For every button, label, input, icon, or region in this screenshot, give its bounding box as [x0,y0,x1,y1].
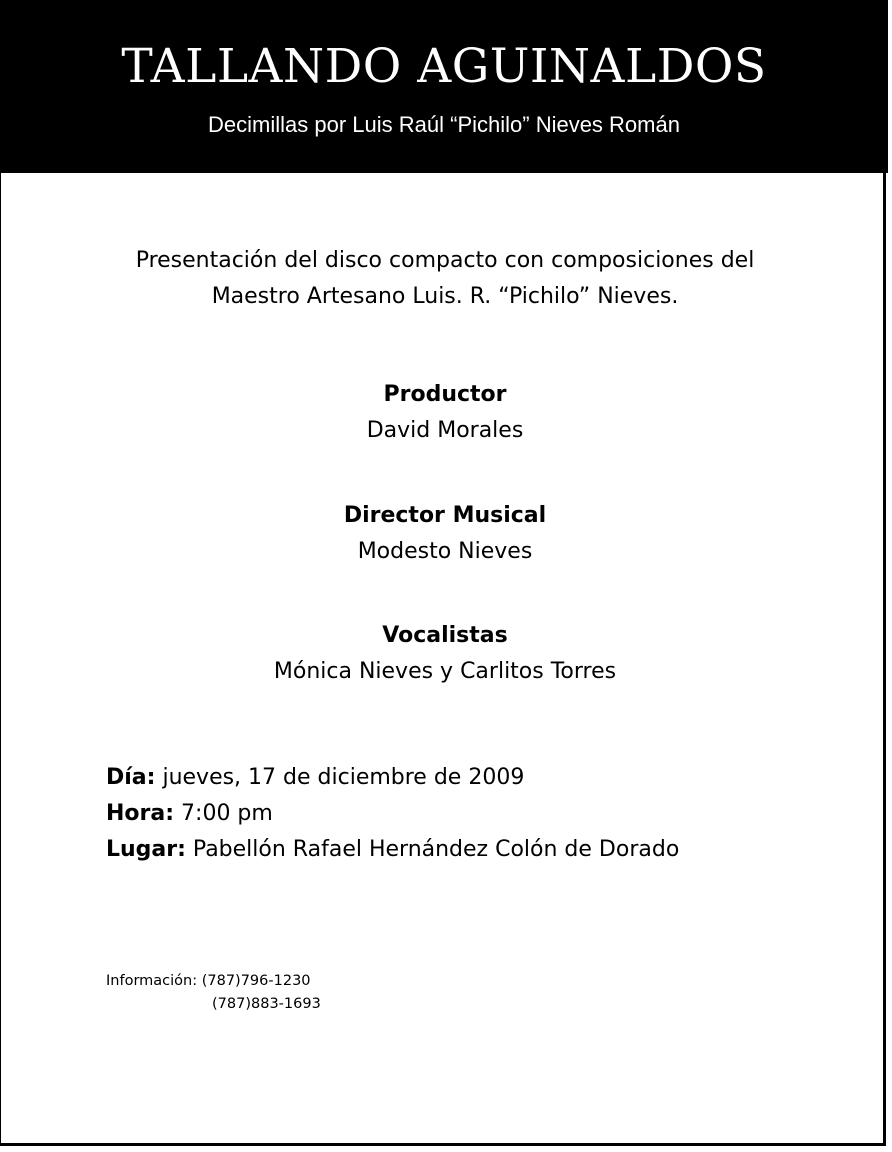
detail-day-value: jueves, 17 de diciembre de 2009 [162,765,525,790]
detail-day-label: Día: [106,765,156,790]
detail-time [106,796,846,832]
credit-name-vocals: Mónica Nieves y Carlitos Torres [273,659,617,684]
detail-place [106,832,846,868]
contact-phone-2: (787)883-1693 [212,996,321,1012]
page-subtitle: Decimillas por Luis Raúl “Pichilo” Nieves Román [208,112,680,137]
page-title: TALLANDO AGUINALDOS [121,39,767,94]
contact-line-2 [106,993,506,1016]
contact-label: Información: [106,973,198,989]
credit-role-vocals: Vocalistas [382,623,508,648]
intro-line-1: Presentación del disco compacto con composiciones del [135,248,755,273]
header-banner [0,0,888,173]
intro-text [90,243,800,315]
detail-place-label: Lugar: [106,837,186,862]
credit-name-director: Modesto Nieves [357,539,533,564]
contact-line-1 [106,970,506,993]
credit-director [90,498,800,570]
detail-place-value: Pabellón Rafael Hernández Colón de Dorado [192,837,680,862]
detail-time-value: 7:00 pm [181,801,273,826]
detail-day [106,760,846,796]
contact-phone-1: (787)796-1230 [201,973,311,989]
contact-info [106,970,506,1016]
intro-line-2: Maestro Artesano Luis. R. “Pichilo” Nieves. [211,284,679,309]
credit-vocals [90,618,800,690]
detail-time-label: Hora: [106,801,175,826]
credit-role-producer: Productor [383,382,507,407]
credit-producer [90,377,800,449]
credit-role-director: Director Musical [343,503,547,528]
credit-name-producer: David Morales [366,418,524,443]
event-details [106,760,846,868]
